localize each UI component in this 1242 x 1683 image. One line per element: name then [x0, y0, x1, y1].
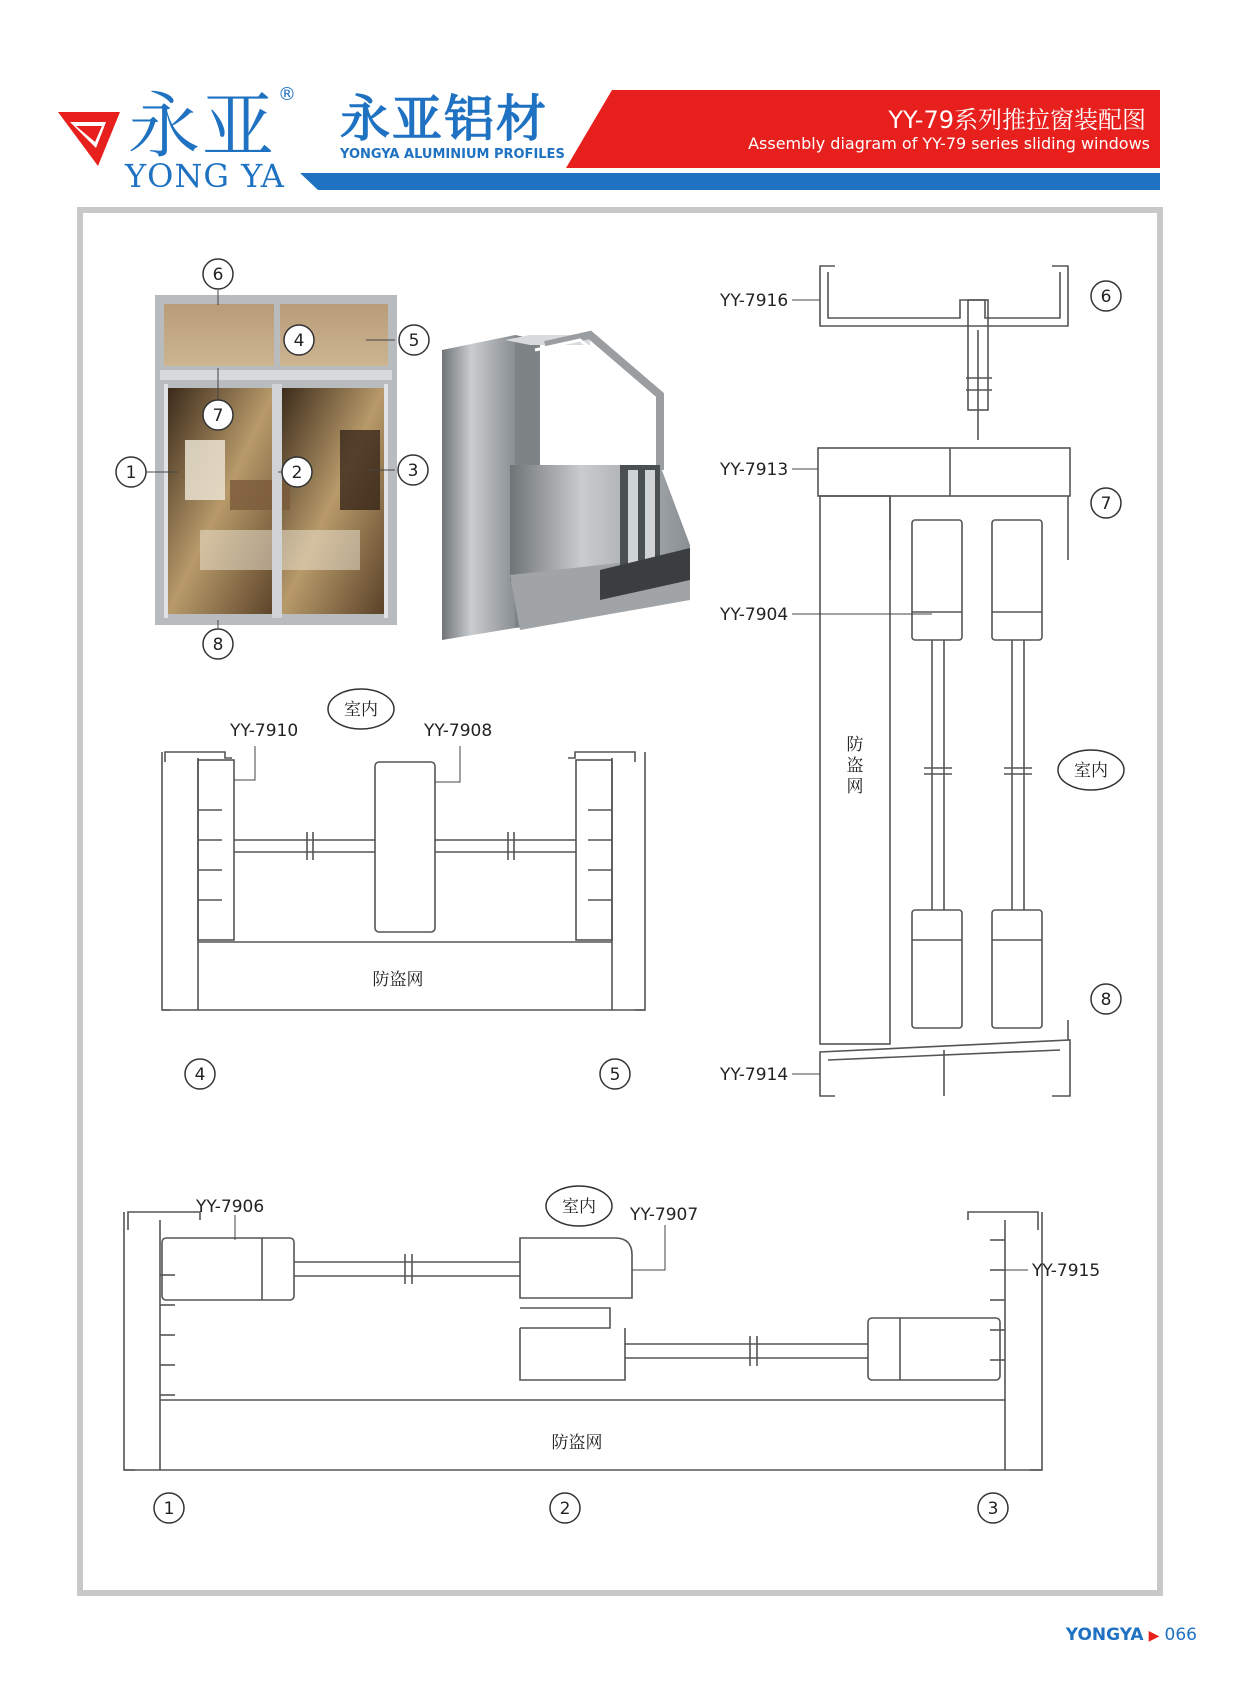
- profile-label-7915: YY-7915: [1032, 1261, 1101, 1281]
- callout-label: 7: [1100, 494, 1112, 514]
- brand-en: YONG YA: [125, 157, 285, 195]
- window-photo: [155, 295, 397, 625]
- callout-label: 5: [408, 331, 420, 351]
- page-number: 066: [1164, 1625, 1197, 1645]
- screen-label: 防盗网: [372, 970, 424, 990]
- vertical-section-6-7-8: [792, 266, 1070, 1096]
- indoor-label: 室内: [1074, 761, 1108, 781]
- callout-label: 1: [125, 463, 137, 483]
- registered-mark: ®: [278, 84, 296, 105]
- profile-label-7913: YY-7913: [720, 460, 789, 480]
- indoor-label: 室内: [344, 700, 378, 720]
- callout-label: 2: [559, 1499, 571, 1519]
- screen-label-v: 网: [846, 777, 864, 797]
- brand-cn: 永亚: [128, 84, 277, 168]
- profile-label-7906: YY-7906: [196, 1197, 265, 1217]
- profile-label-7907: YY-7907: [630, 1205, 699, 1225]
- banner-title-en: Assembly diagram of YY-79 series sliding windows: [748, 134, 1150, 153]
- callout-label: 3: [987, 1499, 999, 1519]
- indoor-label: 室内: [562, 1197, 596, 1217]
- callout-label: 4: [194, 1065, 206, 1085]
- footer: [1066, 1625, 1197, 1645]
- callout-label: 3: [407, 461, 419, 481]
- banner-title-cn: YY-79系列推拉窗装配图: [888, 106, 1146, 134]
- screen-label-v: 防: [846, 735, 864, 755]
- callout-label: 6: [1100, 287, 1112, 307]
- callout-label: 8: [1100, 990, 1112, 1010]
- profile-label-7916: YY-7916: [720, 291, 789, 311]
- profile-label-7914: YY-7914: [720, 1065, 789, 1085]
- profile-3d-illustration: [442, 335, 690, 640]
- indoor-ellipses: [328, 689, 1124, 1226]
- callout-label: 8: [212, 635, 224, 655]
- callout-label: 6: [212, 265, 224, 285]
- screen-label: 防盗网: [551, 1433, 603, 1453]
- screen-label-v: 盗: [846, 756, 864, 776]
- company-name-cn: 永亚铝材: [340, 90, 548, 148]
- section-1-2-3: [124, 1212, 1042, 1470]
- callout-label: 5: [609, 1065, 621, 1085]
- indoor-labels: [344, 700, 1108, 1217]
- arrow-right-icon: ▶: [1148, 1628, 1160, 1644]
- company-name-en: YONGYA ALUMINIUM PROFILES: [340, 147, 565, 162]
- profile-label-7904: YY-7904: [720, 605, 789, 625]
- callout-label: 7: [212, 406, 224, 426]
- callout-label: 4: [293, 331, 305, 351]
- profile-label-7908: YY-7908: [424, 721, 493, 741]
- footer-brand: YONGYA: [1065, 1625, 1144, 1645]
- screen-labels: [373, 735, 864, 1453]
- callout-label: 2: [291, 463, 303, 483]
- profile-label-7910: YY-7910: [230, 721, 299, 741]
- callout-label: 1: [163, 1499, 175, 1519]
